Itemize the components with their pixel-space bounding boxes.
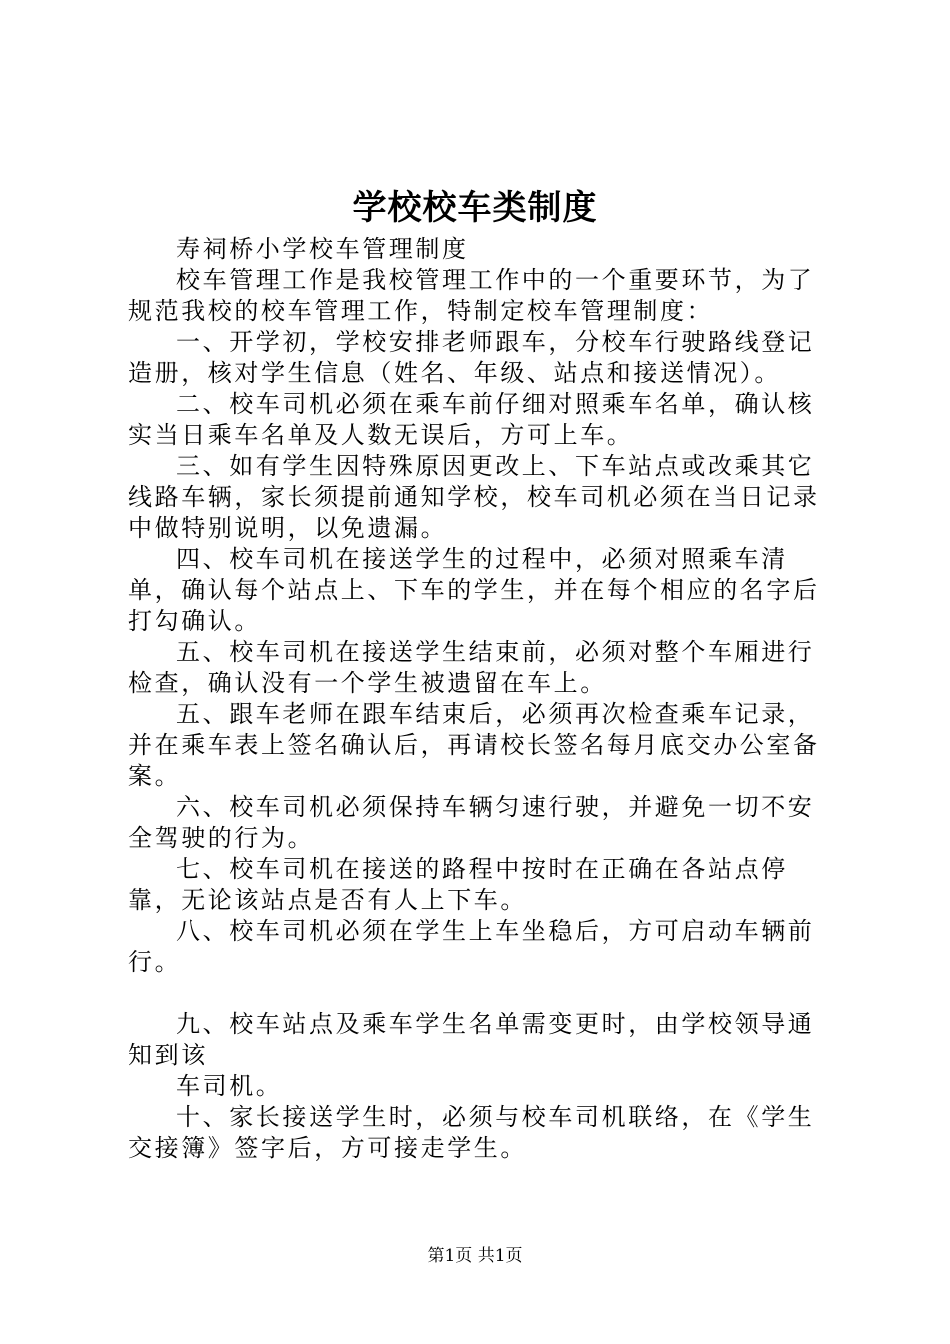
paragraph-item-7: 七、校车司机在接送的路程中按时在正确在各站点停靠，无论该站点是否有人上下车。 — [128, 855, 788, 914]
paragraph-item-1: 一、开学初，学校安排老师跟车，分校车行驶路线登记造册，核对学生信息（姓名、年级、站点和接送情况）。 — [128, 328, 815, 387]
page-title: 学校校车类制度 — [352, 188, 598, 228]
paragraph-item-2: 二、校车司机必须在乘车前仔细对照乘车名单，确认核实当日乘车名单及人数无误后，方可上车。 — [128, 390, 815, 449]
paragraph-item-6: 六、校车司机必须保持车辆匀速行驶，并避免一切不安全驾驶的行为。 — [128, 793, 815, 852]
paragraph-item-9: 九、校车站点及乘车学生名单需变更时，由学校领导通知到该 — [128, 1010, 815, 1069]
paragraph-item-4: 四、校车司机在接送学生的过程中，必须对照乘车清单，确认每个站点上、下车的学生，并在每个相应的名字后打勾确认。 — [128, 545, 820, 635]
paragraph-item-9-continued: 车司机。 — [176, 1072, 283, 1100]
paragraph-subtitle: 寿祠桥小学校车管理制度 — [176, 235, 469, 263]
paragraph-intro: 校车管理工作是我校管理工作中的一个重要环节，为了规范我校的校车管理工作，特制定校车管理制度： — [128, 266, 815, 325]
paragraph-item-8: 八、校车司机必须在学生上车坐稳后，方可启动车辆前行。 — [128, 917, 815, 976]
paragraph-item-3: 三、如有学生因特殊原因更改上、下车站点或改乘其它线路车辆，家长须提前通知学校，校车司机必须在当日记录中做特别说明，以免遗漏。 — [128, 452, 820, 542]
page-footer: 第1页 共1页 — [427, 1246, 523, 1266]
paragraph-item-5a: 五、校车司机在接送学生结束前，必须对整个车厢进行检查，确认没有一个学生被遗留在车上。 — [128, 638, 815, 697]
document-body — [128, 234, 838, 1164]
paragraph-item-10: 十、家长接送学生时，必须与校车司机联络，在《学生交接簿》签字后，方可接走学生。 — [128, 1103, 815, 1162]
paragraph-item-5b: 五、跟车老师在跟车结束后，必须再次检查乘车记录，并在乘车表上签名确认后，再请校长签名每月底交办公室备案。 — [128, 700, 820, 790]
